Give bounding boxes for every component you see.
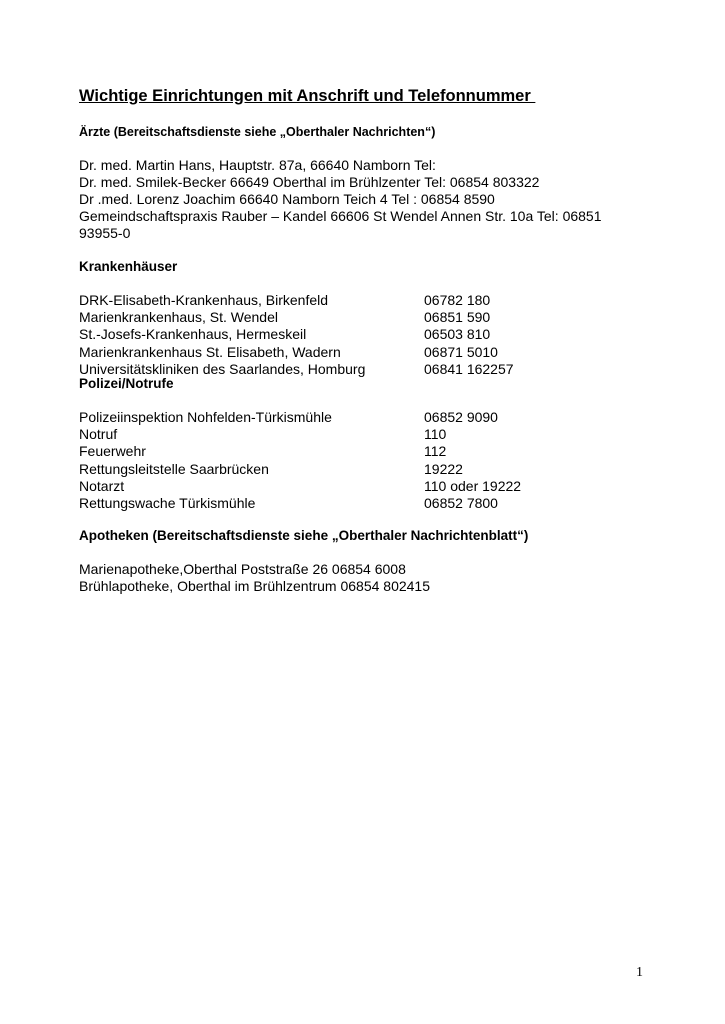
phone-number: 06871 5010 <box>424 343 498 360</box>
institution-name: Rettungswache Türkismühle <box>79 494 256 511</box>
polizei-list <box>79 409 639 512</box>
aerzte-heading: Ärzte (Bereitschaftsdienste siehe „Oberthaler Nachrichten“) <box>79 125 436 139</box>
aerzte-line: Dr. med. Martin Hans, Hauptstr. 87a, 66640 Namborn Tel: <box>79 157 436 173</box>
apotheken-line: Marienapotheke,Oberthal Poststraße 26 06854 6008 <box>79 561 406 577</box>
list-item <box>79 443 639 460</box>
phone-number: 06852 7800 <box>424 494 498 511</box>
apotheken-line: Brühlapotheke, Oberthal im Brühlzentrum 06854 802415 <box>79 578 430 594</box>
phone-number: 19222 <box>424 460 463 477</box>
institution-name: DRK-Elisabeth-Krankenhaus, Birkenfeld <box>79 292 329 308</box>
phone-number: 06851 590 <box>424 309 491 326</box>
institution-name: Notruf <box>79 426 118 443</box>
institution-name: Marienkrankenhaus St. Elisabeth, Wadern <box>79 343 341 360</box>
page-number: 1 <box>636 965 643 980</box>
phone-number: 110 oder 19222 <box>424 477 522 494</box>
krankenhaeuser-heading: Krankenhäuser <box>79 259 178 274</box>
list-item <box>79 326 639 343</box>
institution-name: Universitätskliniken des Saarlandes, Homburg <box>79 360 366 377</box>
aerzte-line: Dr. med. Smilek-Becker 66649 Oberthal im Brühlzenter Tel: 06854 803322 <box>79 174 540 190</box>
list-item <box>79 344 639 361</box>
phone-number: 110 <box>424 426 447 443</box>
institution-name: Marienkrankenhaus, St. Wendel <box>79 309 278 326</box>
list-item <box>79 409 639 426</box>
phone-number: 06852 9090 <box>424 409 498 425</box>
page-title: Wichtige Einrichtungen mit Anschrift und Telefonnummer <box>79 87 536 105</box>
phone-number: 06841 162257 <box>424 360 514 377</box>
phone-number: 06503 810 <box>424 326 491 343</box>
list-item <box>79 461 639 478</box>
institution-name: Rettungsleitstelle Saarbrücken <box>79 460 269 477</box>
institution-name: Polizeiinspektion Nohfelden-Türkismühle <box>79 409 332 425</box>
list-item <box>79 478 639 495</box>
institution-name: Notarzt <box>79 477 125 494</box>
list-item <box>79 426 639 443</box>
list-item <box>79 309 639 326</box>
phone-number: 06782 180 <box>424 292 491 308</box>
aerzte-line: Dr .med. Lorenz Joachim 66640 Namborn Teich 4 Tel : 06854 8590 <box>79 191 495 207</box>
aerzte-line: Gemeindschaftspraxis Rauber – Kandel 66606 St Wendel Annen Str. 10a Tel: 06851 <box>79 208 602 224</box>
institution-name: St.-Josefs-Krankenhaus, Hermeskeil <box>79 326 307 343</box>
krankenhaeuser-list <box>79 292 639 378</box>
institution-name: Feuerwehr <box>79 443 146 460</box>
apotheken-heading: Apotheken (Bereitschaftsdienste siehe „Oberthaler Nachrichtenblatt“) <box>79 528 529 543</box>
polizei-heading: Polizei/Notrufe <box>79 376 174 391</box>
phone-number: 112 <box>424 443 447 460</box>
aerzte-line: 93955-0 <box>79 225 131 241</box>
list-item <box>79 495 639 512</box>
list-item <box>79 292 639 309</box>
